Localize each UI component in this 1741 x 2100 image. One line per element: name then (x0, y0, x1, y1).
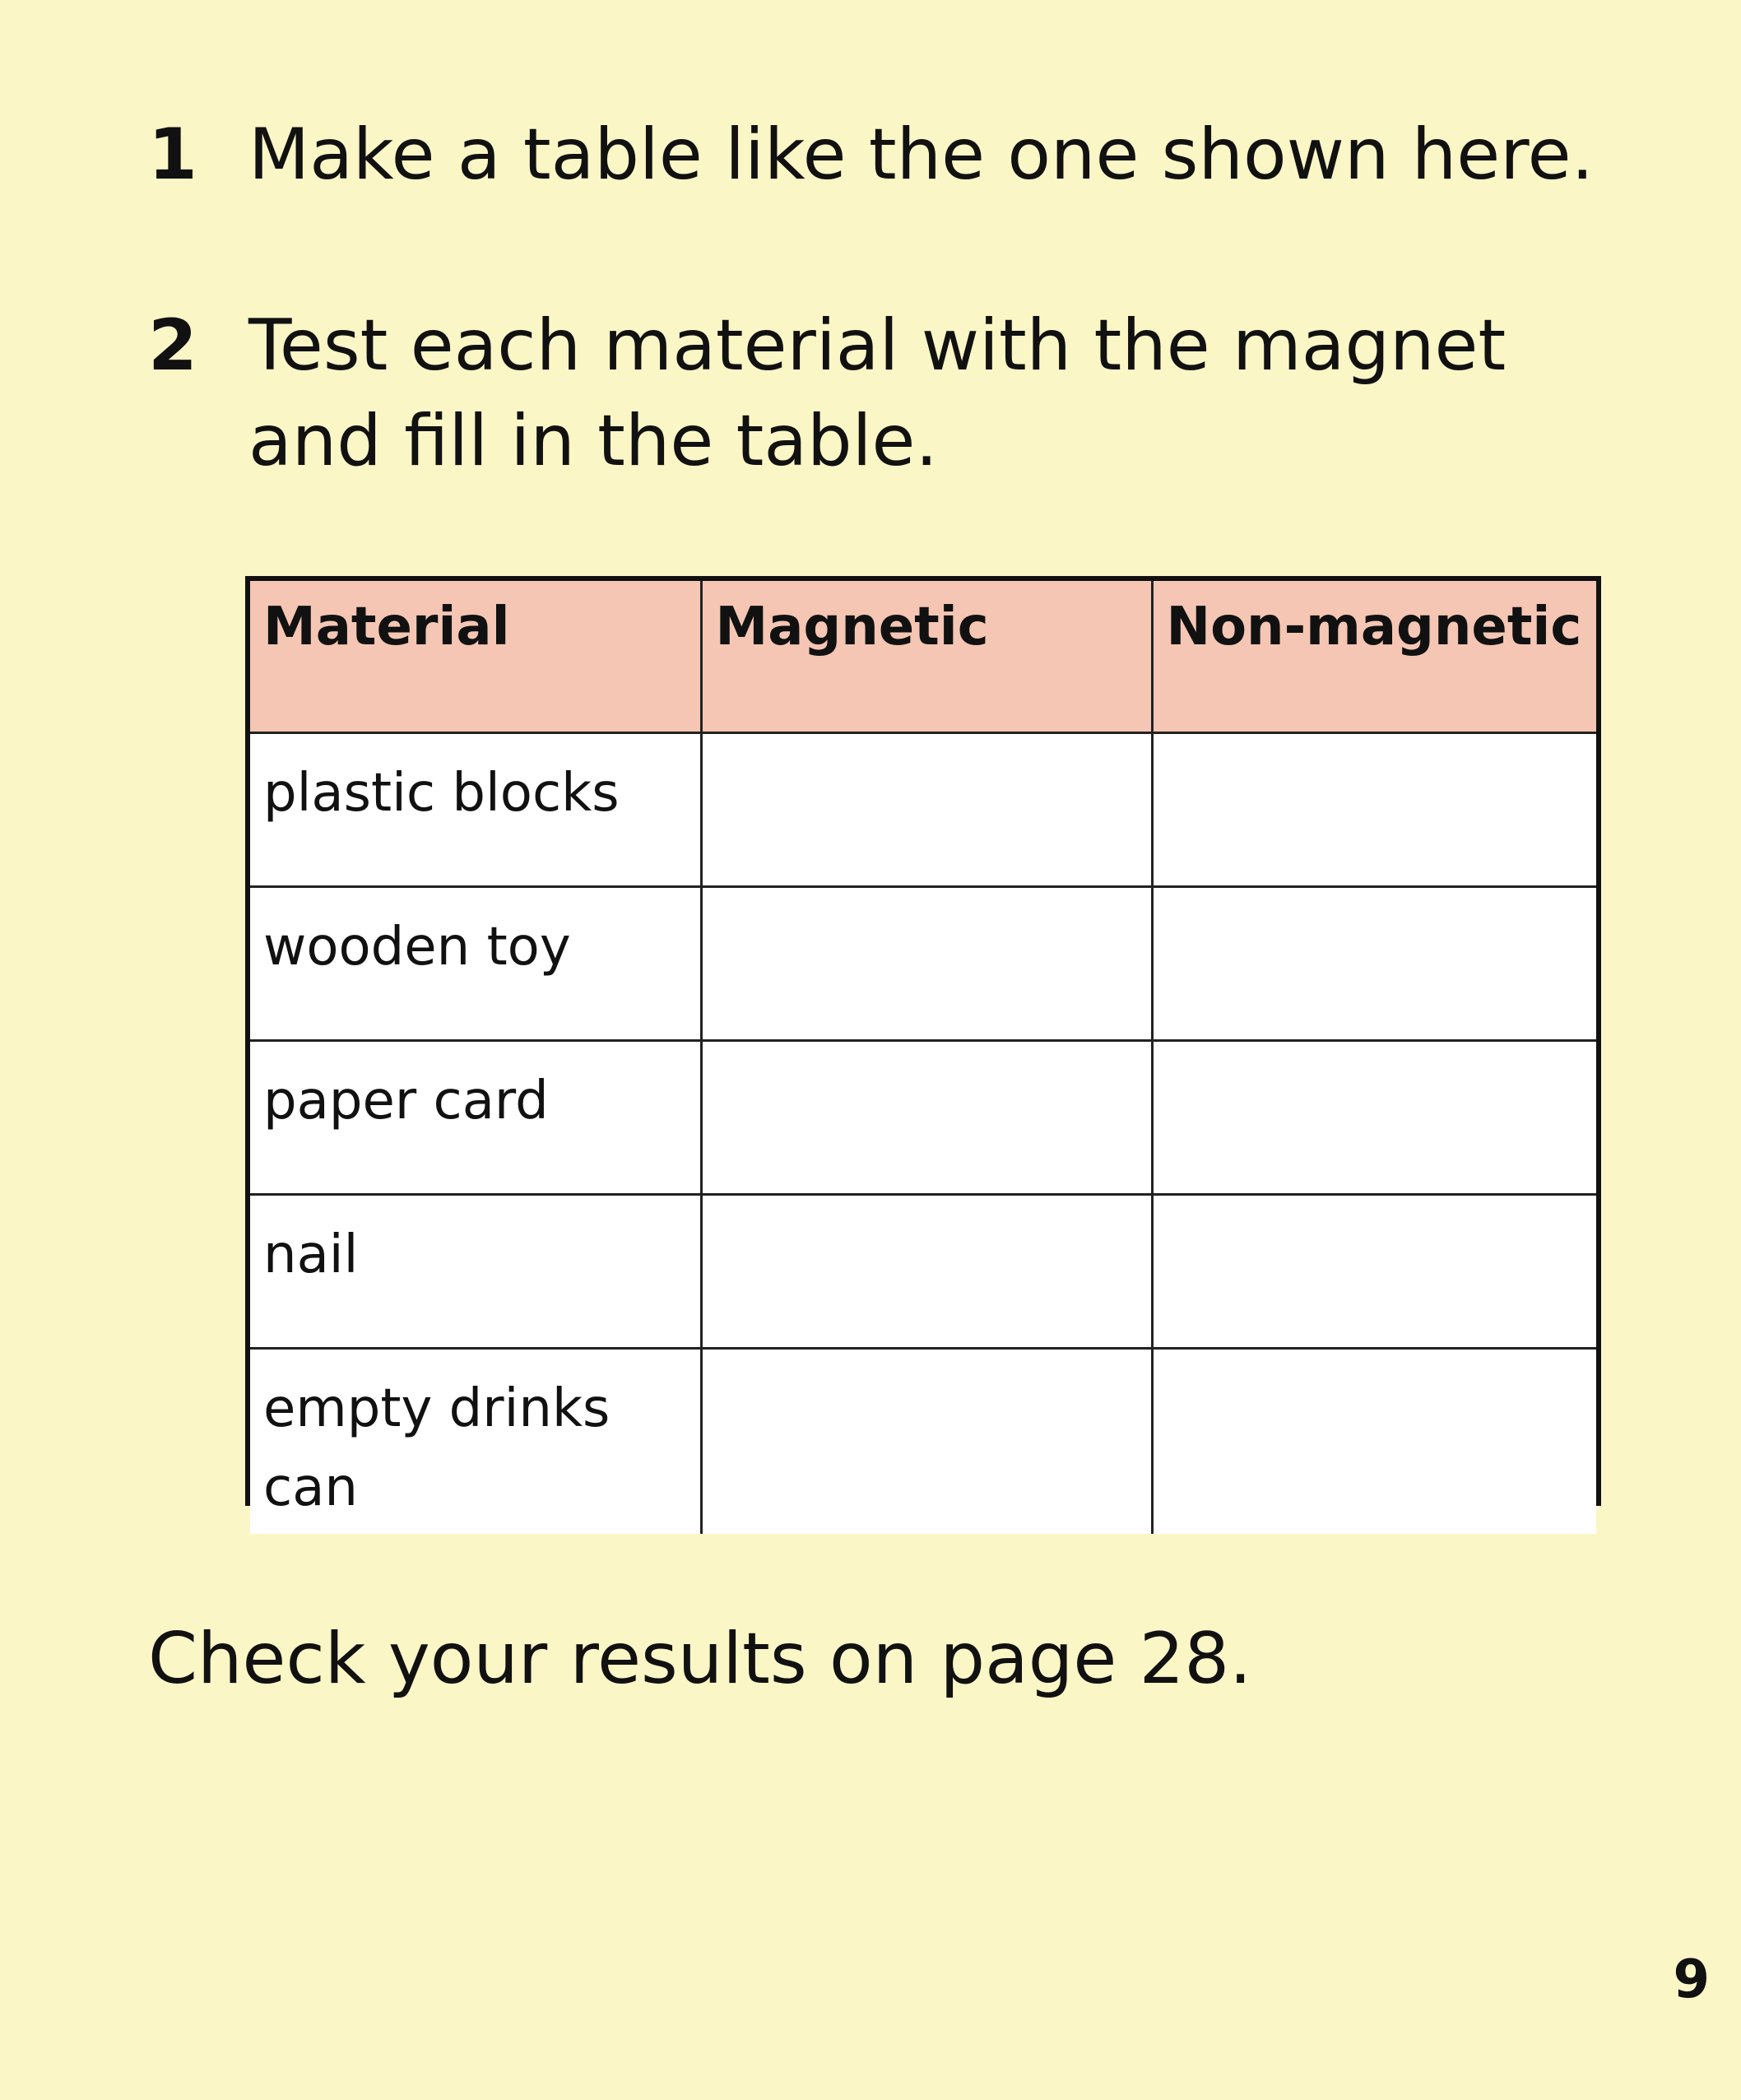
table-row (250, 1348, 1596, 1534)
material-cell: wooden toy (250, 886, 701, 1040)
step-number: 2 (148, 304, 197, 387)
material-cell: paper card (250, 1040, 701, 1194)
non-magnetic-cell (1152, 886, 1596, 1040)
non-magnetic-cell (1152, 732, 1596, 886)
table-row (250, 1040, 1596, 1194)
material-cell: plastic blocks (250, 732, 701, 886)
non-magnetic-cell (1152, 1348, 1596, 1534)
magnetic-cell (701, 1194, 1152, 1348)
materials-table (245, 576, 1601, 1518)
non-magnetic-cell (1152, 1194, 1596, 1348)
page-number: 9 (1673, 1949, 1710, 2010)
magnetic-cell (701, 1040, 1152, 1194)
table-row (250, 886, 1596, 1040)
non-magnetic-cell (1152, 1040, 1596, 1194)
material-cell: empty drinks can (250, 1348, 701, 1534)
table-row (250, 1194, 1596, 1348)
instruction-step-2 (148, 298, 1629, 489)
material-cell: nail (250, 1194, 701, 1348)
step-text: Make a table like the one shown here. (248, 114, 1594, 196)
table-row (250, 732, 1596, 886)
header-non-magnetic: Non-magnetic (1152, 581, 1596, 732)
step-number: 1 (148, 114, 197, 196)
magnetic-cell (701, 732, 1152, 886)
check-results-note: Check your results on page 28. (148, 1618, 1252, 1700)
header-magnetic: Magnetic (701, 581, 1152, 732)
header-material: Material (250, 581, 701, 732)
magnetic-cell (701, 1348, 1152, 1534)
magnetic-cell (701, 886, 1152, 1040)
instruction-step-1 (148, 107, 1629, 202)
table-header-row (250, 581, 1596, 732)
step-text: Test each material with the magnet and fill in the table. (248, 304, 1507, 482)
